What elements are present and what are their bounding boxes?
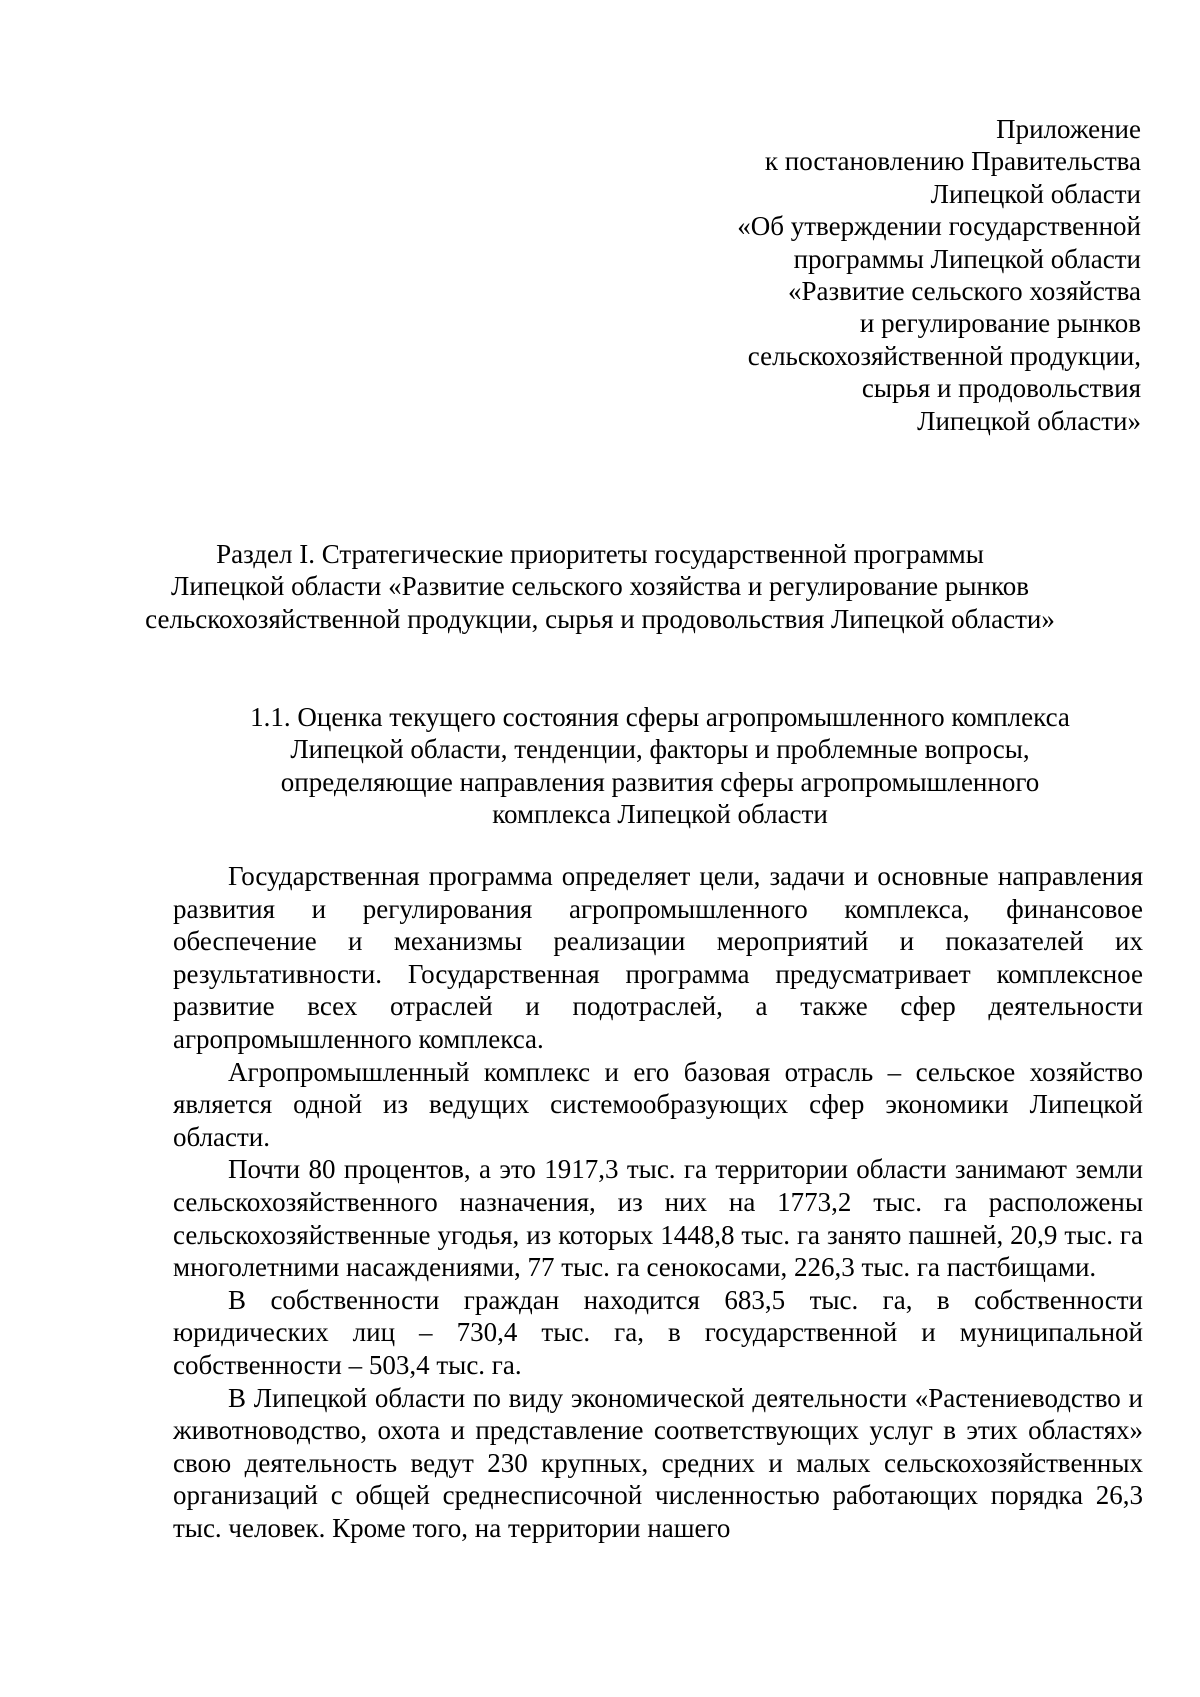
appendix-line: Приложение <box>996 114 1141 144</box>
appendix-line: «Об утверждении государственной <box>737 211 1141 242</box>
section-title <box>120 538 1080 635</box>
body-text <box>173 860 1143 1544</box>
appendix-line: «Развитие сельского хозяйства <box>788 276 1141 307</box>
subsection-title-line: 1.1. Оценка текущего состояния сферы агропромышленного комплекса <box>250 702 1070 732</box>
section-title-line: Липецкой области «Развитие сельского хозяйства и регулирование рынков <box>171 571 1029 602</box>
paragraph: В Липецкой области по виду экономической деятельности «Растениеводство и животноводство, охота и представление соответствующих услуг в этих областях» свою деятельность ведут 230 крупных, средних и малых сельскохозяйственных организаций с общей среднесписочной численностью работающих порядка 26,3 тыс. человек. Кроме того, на территории нашего <box>173 1382 1143 1543</box>
appendix-line: к постановлению Правительства <box>764 146 1141 177</box>
appendix-header <box>541 113 1141 437</box>
appendix-line: Липецкой области <box>930 178 1141 209</box>
paragraph: Государственная программа определяет цели, задачи и основные направления развития и регулирования агропромышленного комплекса, финансовое обеспечение и механизмы реализации мероприятий и показателей их результативности. Государственная программа предусматривает комплексное развитие всех отраслей и подотраслей, а также сфер деятельности агропромышленного комплекса. <box>173 861 1143 1054</box>
subsection-title-line: Липецкой области, тенденции, факторы и проблемные вопросы, <box>290 734 1030 765</box>
paragraph: Агропромышленный комплекс и его базовая отрасль – сельское хозяйство является одной из ведущих системообразующих сфер экономики Липецкой области. <box>173 1056 1143 1152</box>
subsection-title <box>210 701 1110 831</box>
subsection-title-line: определяющие направления развития сферы агропромышленного <box>280 766 1040 797</box>
appendix-line: программы Липецкой области <box>793 243 1141 274</box>
section-title-line: сельскохозяйственной продукции, сырья и продовольствия Липецкой области» <box>145 603 1055 634</box>
appendix-line: сырья и продовольствия <box>861 373 1141 404</box>
paragraph: В собственности граждан находится 683,5 тыс. га, в собственности юридических лиц – 730,4 тыс. га, в государственной и муниципальной собственности – 503,4 тыс. га. <box>173 1284 1143 1380</box>
paragraph: Почти 80 процентов, а это 1917,3 тыс. га территории области занимают земли сельскохозяйственного назначения, из них на 1773,2 тыс. га расположены сельскохозяйственные угодья, из которых 1448,8 тыс. га занято пашней, 20,9 тыс. га многолетними насаждениями, 77 тыс. га сенокосами, 226,3 тыс. га пастбищами. <box>173 1154 1143 1283</box>
section-title-line: Раздел I. Стратегические приоритеты государственной программы <box>216 539 984 569</box>
appendix-line: и регулирование рынков <box>859 308 1141 339</box>
appendix-line: Липецкой области» <box>917 405 1141 436</box>
appendix-line: сельскохозяйственной продукции, <box>747 340 1141 371</box>
subsection-title-line: комплекса Липецкой области <box>492 799 828 830</box>
